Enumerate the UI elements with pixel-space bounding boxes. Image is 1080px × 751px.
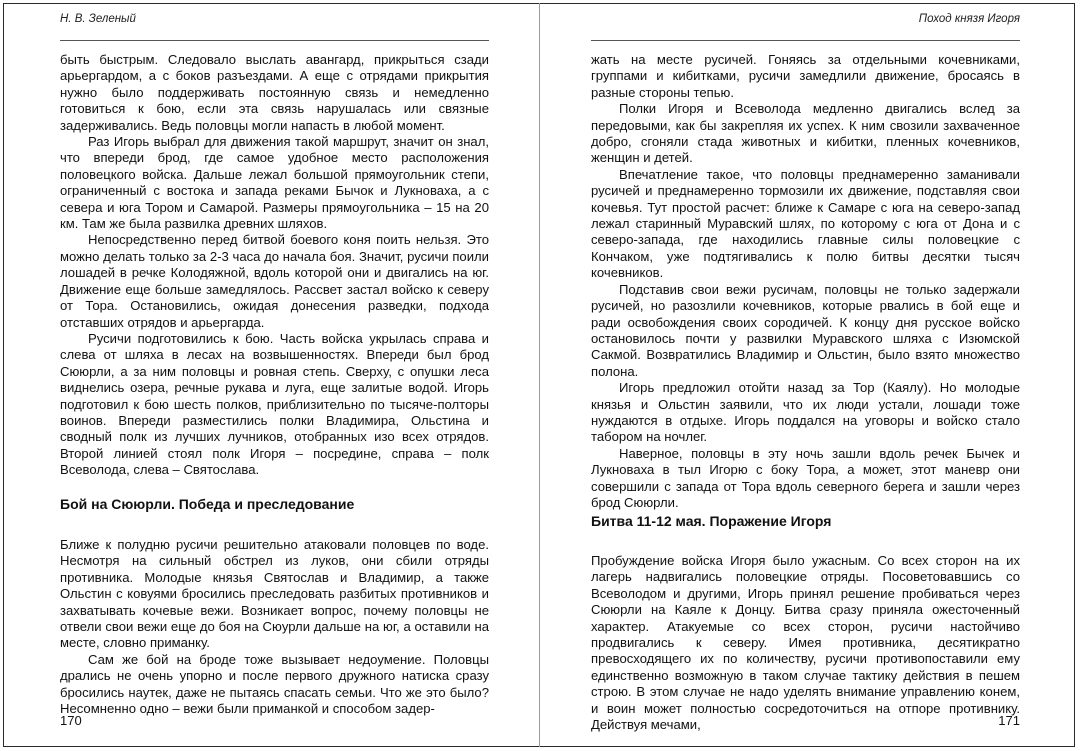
paragraph: жать на месте русичей. Гоняясь за отдельными кочевниками, группами и кибитками, русичи замедлили движение, бросаясь в разные стороны тепью. bbox=[591, 52, 1020, 100]
right-top-text bbox=[591, 52, 1020, 511]
right-bottom-text bbox=[591, 553, 1020, 733]
paragraph: Наверное, половцы в эту ночь зашли вдоль речек Бычек и Лукноваха в тыл Игорю с боку Тора, а может, этот маневр они совершили с запада от Тора вдоль северного берега и зашли через брод Сююрли. bbox=[591, 445, 1020, 510]
paragraph: Непосредственно перед битвой боевого коня поить нельзя. Это можно делать только за 2-3 часа до начала боя. Значит, русичи поили лошадей в речке Колодяжной, вдоль которой они и двигались на юг. Движение еще больше замедлялось. Рассвет застал войско к северу от Тора. Остановились, ожидая донесения разведки, подхода отставших отрядов и арьергарда. bbox=[60, 232, 489, 330]
right-page bbox=[591, 0, 1020, 751]
right-running-head: Поход князя Игоря bbox=[918, 13, 1020, 25]
paragraph: Впечатление такое, что половцы преднамеренно заманивали русичей и преднамеренно тормозили их движение, подставляя свои кочевья. Тут простой расчет: ближе к Самаре с юга на северо-запад лежал старинный Муравский шлях, по которому с юга от Дона и с северо-запада, где находились главные силы половецкие с Кончаком, уже подтягивались к полю битвы десятки тысяч кочевников. bbox=[591, 166, 1020, 281]
paragraph: Пробуждение войска Игоря было ужасным. Со всех сторон на их лагерь надвигались половецкие отряды. Посоветовавшись со Всеволодом и другими, Игорь принял решение пробиваться через Сююрли на Каяле к Донцу. Битва сразу приняла ожесточенный характер. Атакуемые со всех сторон, русичи настойчиво продвигались к северу. Имея противника, десятикратно превосходящего их по количеству, русичи противопоставили ему единственно возможную в таком случае тактику действия в пешем строю. В этом случае не надо уделять внимание управлению конем, и воин может полностью сосредоточиться на отпоре противнику. Действуя мечами, bbox=[591, 553, 1020, 733]
paragraph: быть быстрым. Следовало выслать авангард, прикрыться сзади арьергардом, а с боков разъездами. А еще с отрядами прикрытия нужно было поддерживать постоянную связь и немедленно готовиться к бою, если эта связь нарушалась или связные задерживались. Ведь половцы могли напасть в любой момент. bbox=[60, 52, 489, 133]
right-page-number: 171 bbox=[998, 713, 1020, 728]
left-page-number: 170 bbox=[60, 713, 82, 728]
paragraph: Подставив свои вежи русичам, половцы не только задержали русичей, но разозлили кочевников, которые рвались в бой еще и ради освобождения своих сородичей. К концу дня русское войско остановилось почти у развилки Муравского шляха с Изюмской Сакмой. Возвратились Владимир и Ольстин, было взято множество полона. bbox=[591, 281, 1020, 379]
right-header-rule bbox=[591, 40, 1020, 41]
left-bottom-text bbox=[60, 537, 489, 717]
left-header-rule bbox=[60, 40, 489, 41]
right-section-title: Битва 11-12 мая. Поражение Игоря bbox=[591, 513, 832, 529]
left-page bbox=[60, 0, 489, 751]
paragraph: Сам же бой на броде тоже вызывает недоумение. Половцы дрались не очень упорно и после первого дружного натиска сразу бросились наутек, даже не пытаясь спасать семьи. Что же это было? Несомненно одно – вежи были приманкой и способом задер- bbox=[60, 651, 489, 717]
left-top-text bbox=[60, 52, 489, 479]
paragraph: Полки Игоря и Всеволода медленно двигались вслед за передовыми, как бы закрепляя их успех. К ним свозили захваченное добро, сгоняли стада животных и кибитки, пленных кочевников, женщин и детей. bbox=[591, 101, 1020, 166]
spread-gutter bbox=[539, 3, 540, 747]
paragraph: Раз Игорь выбрал для движения такой маршрут, значит он знал, что впереди брод, где самое удобное место расположения половецкого войска. Дальше лежал большой прямоугольник степи, ограниченный с востока и запада реками Бычок и Лукноваха, а с севера и юга Тором и Самарой. Размеры прямоугольника – 15 на 20 км. Там же была развилка древних шляхов. bbox=[60, 134, 489, 232]
paragraph: Игорь предложил отойти назад за Тор (Каялу). Но молодые князья и Ольстин заявили, что их люди устали, лошади тоже нуждаются в отдыхе. Игорь поддался на уговоры и войско стало табором на ночлег. bbox=[591, 380, 1020, 445]
left-section-title: Бой на Сююрли. Победа и преследование bbox=[60, 496, 355, 512]
paragraph: Русичи подготовились к бою. Часть войска укрылась справа и слева от шляха в лесах на возвышенностях. Впереди был брод Сююрли, а за ним половцы и ровная степь. Сверху, с опушки леса виднелись озера, речные рукава и луга, еще залитые водой. Игорь подготовил к бою шесть полков, приблизительно по тысяче-полторы воинов. Впереди разместились полки Владимира, Ольстина и сводный полк из лучших лучников, отобранных изо всех отрядов. Второй линией стоял полк Игоря – посредине, справа – полк Всеволода, слева – Святослава. bbox=[60, 330, 489, 478]
paragraph: Ближе к полудню русичи решительно атаковали половцев по воде. Несмотря на сильный обстрел из луков, они сбили отряды противника. Молодые князья Святослав и Владимир, а также Ольстин с ковуями бросились преследовать разбитых противников и захватывать кочевые вежи. Возникает вопрос, почему половцы не отвели свои вежи еще до боя на Сюурли дальше на юг, а оставили на месте, словно приманку. bbox=[60, 537, 489, 651]
left-running-head: Н. В. Зеленый bbox=[60, 13, 136, 25]
